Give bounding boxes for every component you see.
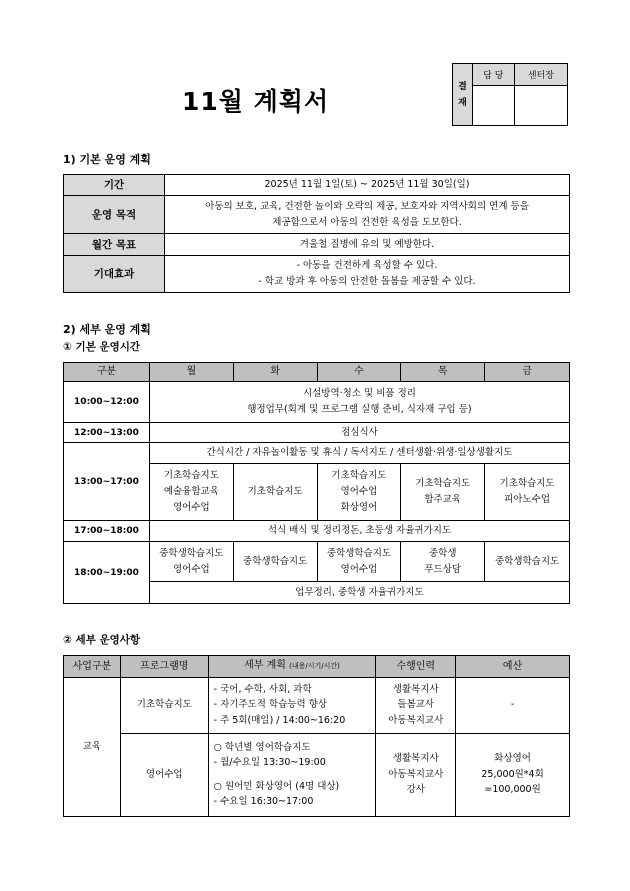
- category-cell: 교육: [64, 677, 121, 816]
- table-row: 영어수업 ○ 학년별 영어학습지도 - 월/수요일 13:30~19:00 ○ 원어민 화상영어 (4명 대상) - 수요일 16:30~17:00 생활복지사 아동복지교사 강사 화상영어 25,000원*4회 =100,000원: [64, 733, 570, 816]
- table-row: 교육 기초학습지도 - 국어, 수학, 사회, 과학 - 자기주도적 학습능력 향상 - 주 5회(매일) / 14:00~16:20 생활복지사 돌봄교사 아동복지교사 -: [64, 677, 570, 733]
- schedule-row: 18:00~19:00 중학생학습지도 영어수업 중학생학습지도 중학생학습지도 영어수업 중학생 푸드상담 중학생학습지도: [64, 542, 570, 582]
- subsection-basic-hours: ① 기본 운영시간: [63, 341, 141, 353]
- approval-col-director: 센터장: [514, 64, 567, 86]
- schedule-row: 17:00~18:00 석식 배식 및 정리정돈, 초등생 자율귀가지도: [64, 521, 570, 542]
- approval-box: [452, 63, 568, 126]
- purpose-label: 운영 목적: [64, 196, 165, 234]
- schedule-row: 10:00~12:00 시설방역·청소 및 비품 정리 행정업무(회계 및 프로그램 실행 준비, 식자재 구입 등): [64, 382, 570, 423]
- effect-label: 기대효과: [64, 256, 165, 293]
- subsection-details: ② 세부 운영사항: [63, 634, 141, 646]
- schedule-row: 12:00~13:00 점심식사: [64, 423, 570, 443]
- purpose-value: 아동의 보호, 교육, 건전한 놀이와 오락의 제공, 보호자와 지역사회의 연계 등을 제공함으로서 아동의 건전한 육성을 도모한다.: [165, 196, 570, 234]
- schedule-row: 업무정리, 중학생 자율귀가지도: [64, 582, 570, 604]
- schedule-table: [63, 362, 570, 604]
- schedule-row: 기초학습지도 예술융합교육 영어수업 기초학습지도 기초학습지도 영어수업 화상영어 기초학습지도 합주교육 기초학습지도 피아노수업: [64, 464, 570, 521]
- basic-plan-table: [63, 174, 570, 293]
- effect-value: - 아동을 건전하게 육성할 수 있다. - 학교 방과 후 아동의 안전한 돌봄을 제공할 수 있다.: [165, 256, 570, 293]
- section2-heading: 2) 세부 운영 계획: [63, 323, 151, 336]
- approval-sign-director[interactable]: [514, 86, 567, 126]
- details-header-row: 사업구분 프로그램명 세부 계획 (내용/시기/시간) 수행인력 예산: [64, 656, 570, 678]
- goal-label: 월간 목표: [64, 234, 165, 256]
- section1-heading: 1) 기본 운영 계획: [63, 153, 151, 166]
- approval-side-label: 결 재: [453, 64, 473, 126]
- approval-sign-manager[interactable]: [473, 86, 515, 126]
- schedule-header-row: 구분 월 화 수 목 금: [64, 363, 570, 382]
- period-label: 기간: [64, 175, 165, 196]
- goal-value: 겨울철 질병에 유의 및 예방한다.: [165, 234, 570, 256]
- schedule-row: 13:00~17:00 간식시간 / 자유놀이활동 및 휴식 / 독서지도 / 센터생활·위생·일상생활지도: [64, 443, 570, 464]
- details-table: [63, 655, 570, 817]
- page-title: 11월 계획서: [182, 87, 330, 116]
- approval-col-manager: 담 당: [473, 64, 515, 86]
- period-value: 2025년 11월 1일(토) ~ 2025년 11월 30일(일): [165, 175, 570, 196]
